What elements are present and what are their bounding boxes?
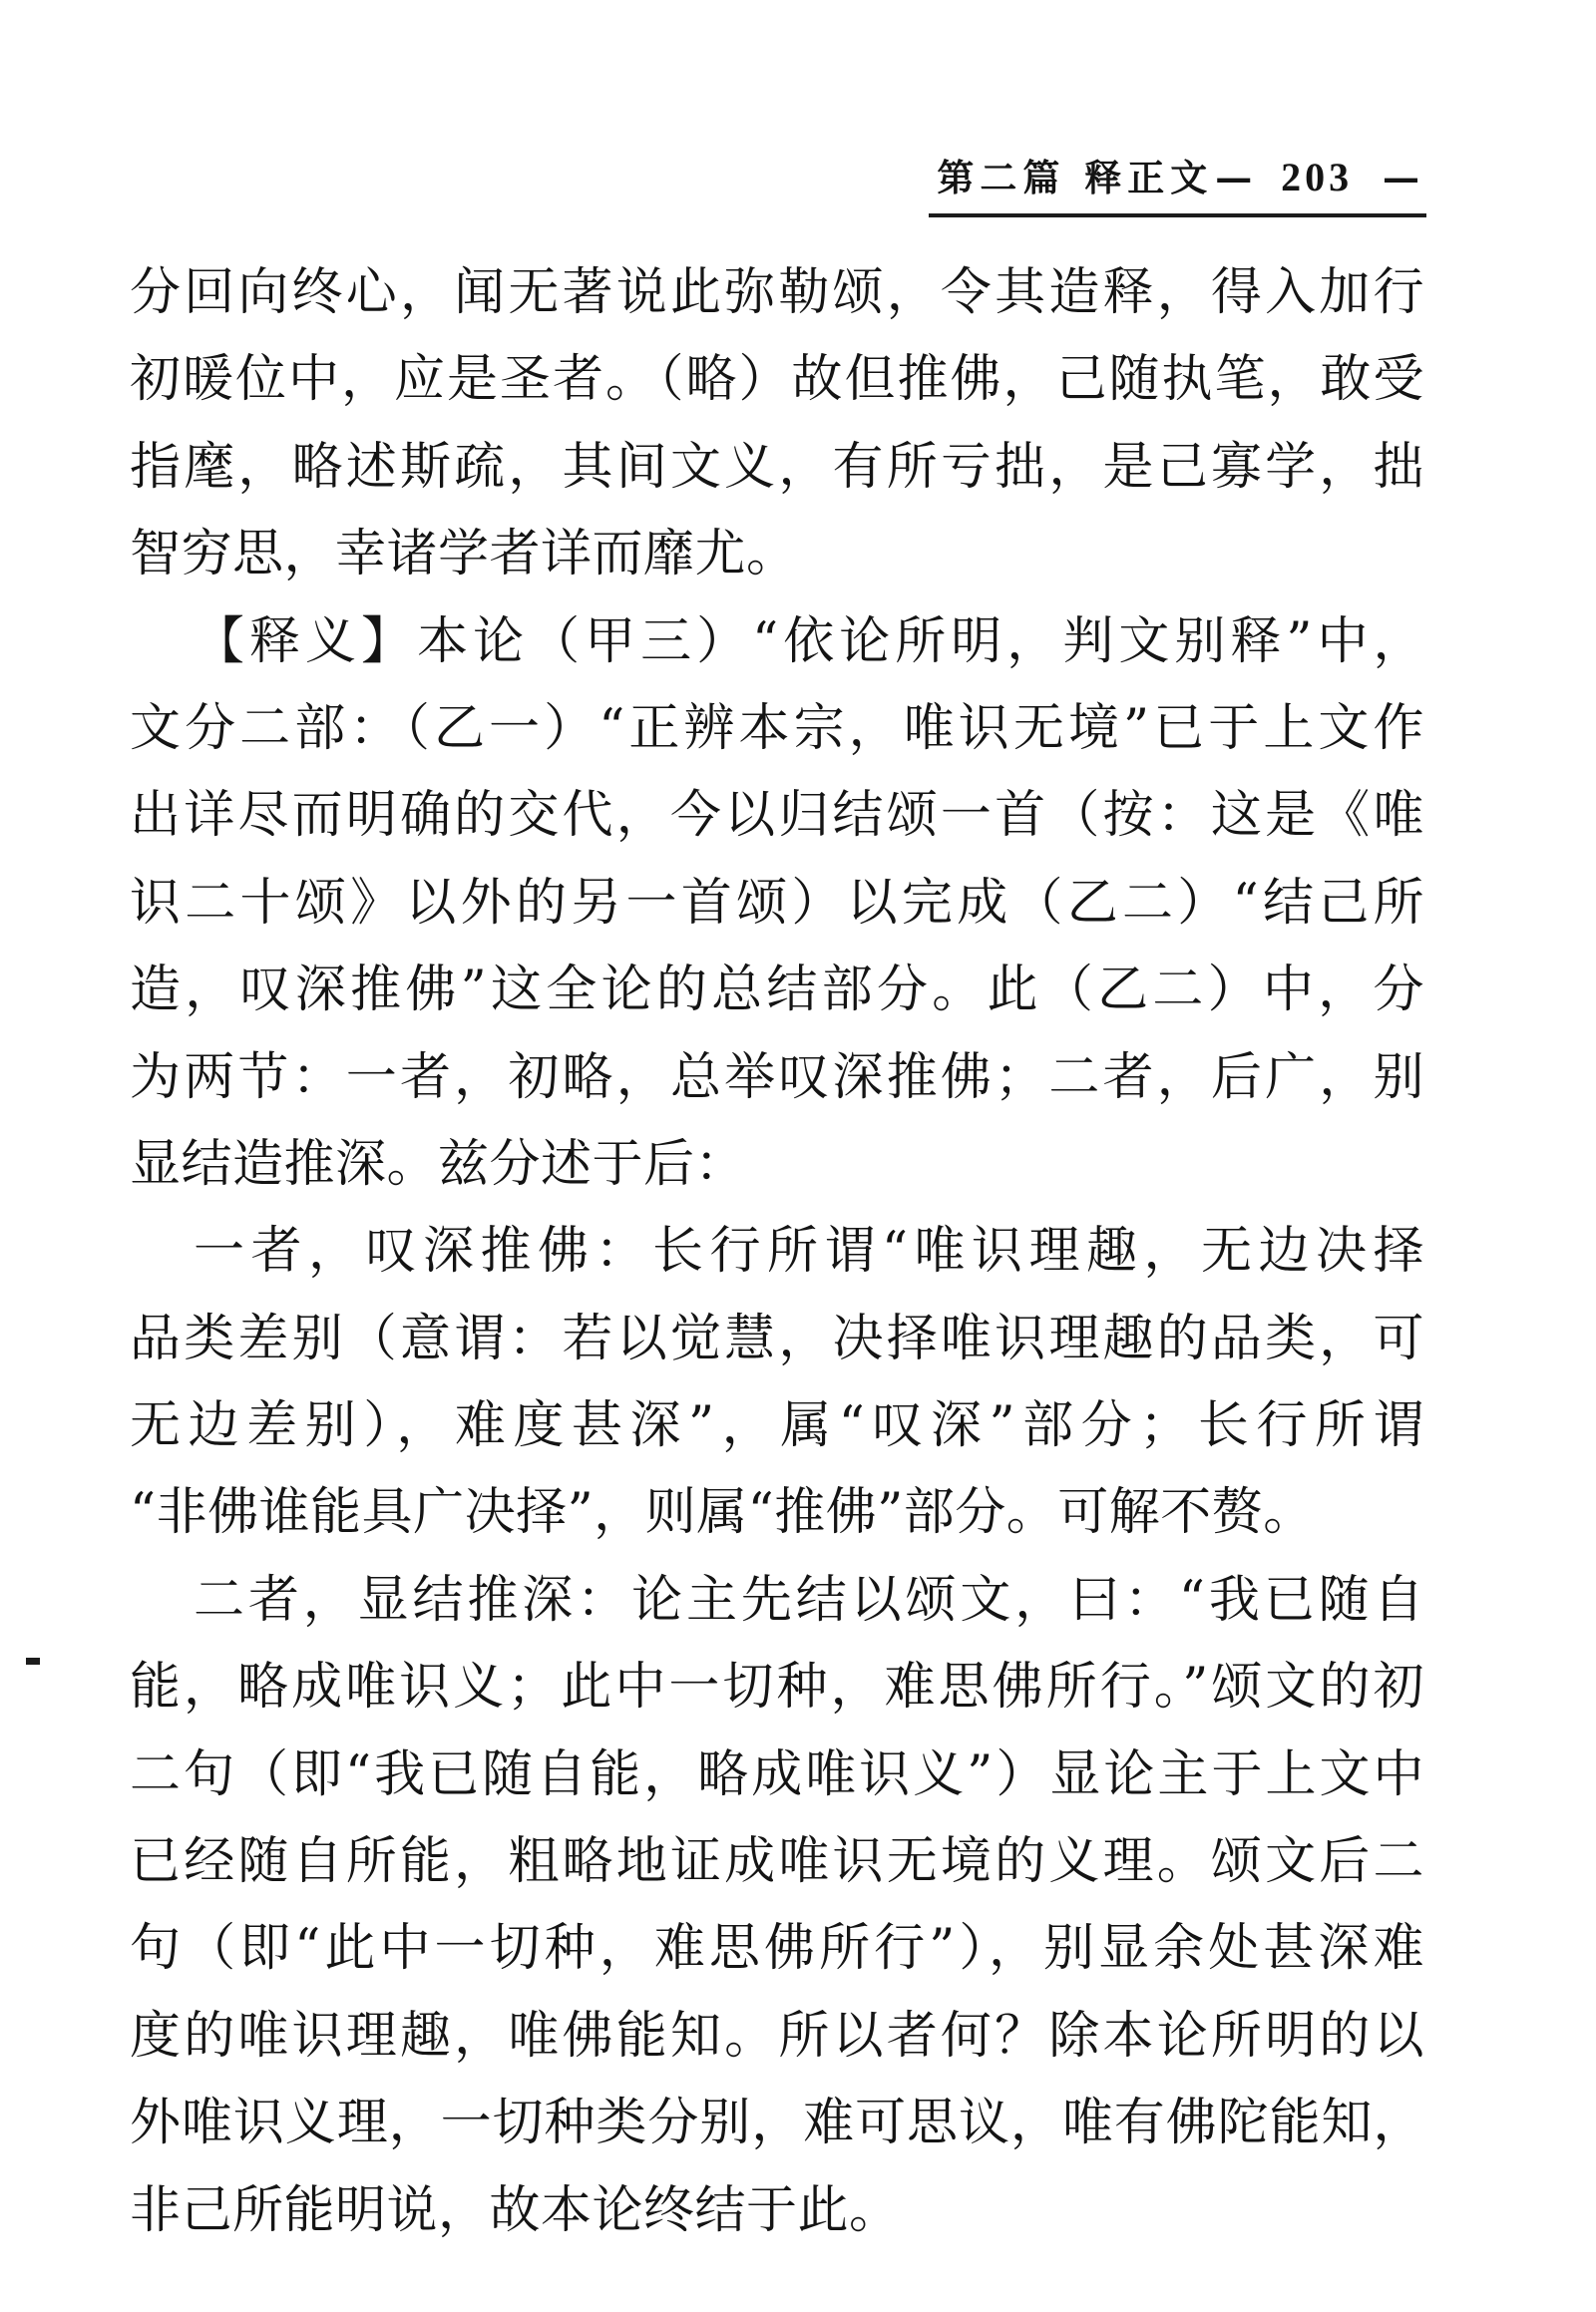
text-line: 品类差别（意谓：若以觉慧，决择唯识理趣的品类，可 [130,1309,1424,1368]
header-dash-trailing-icon: — [1383,156,1422,199]
text-line: 文分二部：（乙一）“正辨本宗，唯识无境”已于上文作 [130,698,1424,758]
text-line: 【释义】本论（甲三）“依论所明，判文别释”中， [194,611,1424,671]
text-line: 出详尽而明确的交代，今以归结颂一首（按：这是《唯 [130,786,1424,846]
text-line: 二者，显结推深：论主先结以颂文，曰：“我已随自 [194,1570,1424,1630]
scan-speck-artifact [26,1658,40,1665]
text-line: “非佛谁能具广决择”，则属“推佛”部分。可解不赘。 [130,1483,1315,1543]
text-line: 外唯识义理，一切种类分别，难可思议，唯有佛陀能知， [130,2094,1424,2153]
text-line: 已经随自所能，粗略地证成唯识无境的义理。颂文后二 [130,1832,1424,1892]
text-line: 识二十颂》以外的另一首颂）以完成（乙二）“结己所 [130,873,1424,933]
running-header [929,148,1426,217]
text-line: 智穷思，幸诸学者详而靡尤。 [130,525,798,584]
text-line: 造，叹深推佛”这全论的总结部分。此（乙二）中，分 [130,961,1424,1020]
text-line: 一者，叹深推佛：长行所谓“唯识理趣，无边决择 [194,1222,1424,1282]
text-line: 二句（即“我已随自能，略成唯识义”）显论主于上文中 [130,1744,1424,1804]
text-line: 显结造推深。兹分述于后： [130,1134,747,1194]
text-line: 为两节：一者，初略，总举叹深推佛；二者，后广，别 [130,1047,1424,1107]
text-line: 句（即“此中一切种，难思佛所行”），别显余处甚深难 [130,1919,1424,1979]
text-line: 指麾，略述斯疏，其间文义，有所亏拙，是己寡学，拙 [130,437,1424,497]
page-number: 203 [1281,155,1354,199]
text-line: 度的唯识理趣，唯佛能知。所以者何？除本论所明的以 [130,2006,1424,2066]
running-header-title: 第二篇 释正文 [937,156,1214,199]
body-text [130,249,1424,2254]
text-line: 能，略成唯识义；此中一切种，难思佛所行。”颂文的初 [130,1658,1424,1718]
text-line: 无边差别），难度甚深”，属“叹深”部分；长行所谓 [130,1396,1424,1456]
text-line: 分回向终心，闻无著说此弥勒颂，令其造释，得入加行 [130,263,1424,322]
text-line: 非己所能明说，故本论终结于此。 [130,2180,901,2240]
header-dash-icon: — [1215,156,1256,199]
text-line: 初暖位中，应是圣者。（略）故但推佛，己随执笔，敢受 [130,350,1424,410]
